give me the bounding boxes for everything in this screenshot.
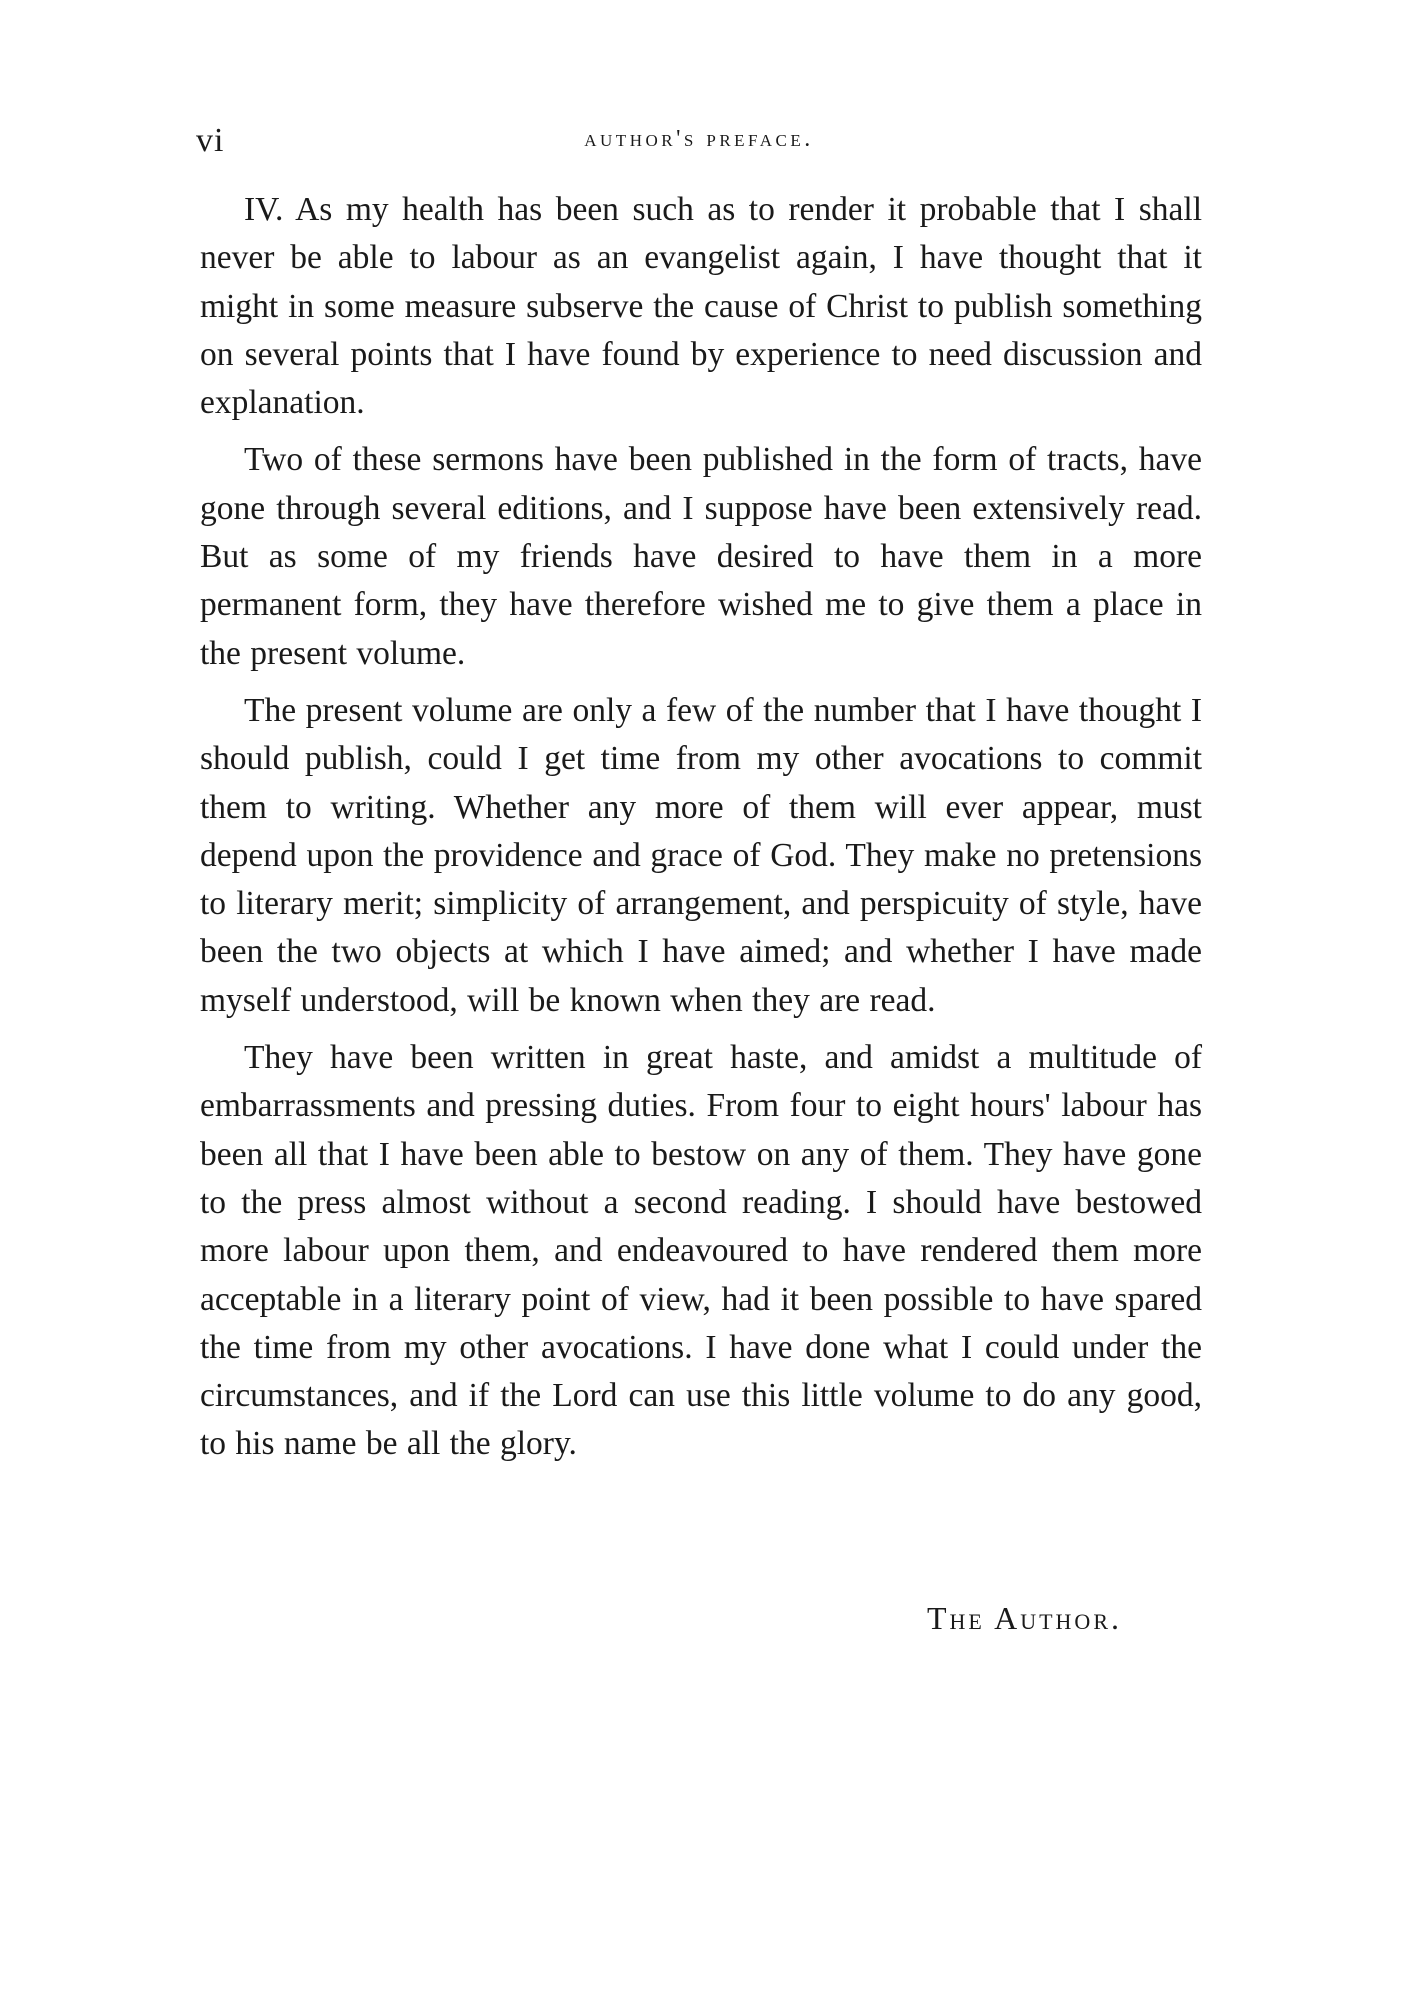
running-head — [196, 122, 1202, 162]
running-title: author's preface. — [584, 126, 814, 152]
paragraph-1: IV. As my health has been such as to render it probable that I shall never be able to labour as an evangelist again, I have thought that it might in some measure subserve the cause of Christ to publish something on several points that I have found by experience to need discussion and explanation. — [200, 191, 1202, 422]
page-number: vi — [196, 122, 225, 159]
paragraph-4: They have been written in great haste, and amidst a multitude of embarrassments and pressing duties. From four to eight hours' labour has been all that I have been able to bestow on any of them. They have gone to the press almost without a second reading. I should have bestowed more labour upon them, and endeavoured to have rendered them more acceptable in a literary point of view, had it been possible to have spared the time from my other avocations. I have done what I could under the circumstances, and if the Lord can use this little volume to do any good, to his name be all the glory. — [200, 1039, 1202, 1463]
paragraph-2: Two of these sermons have been published in the form of tracts, have gone through several editions, and I suppose have been extensively read. But as some of my friends have desired to have them in a more permanent form, they have therefore wished me to give them a place in the present volume. — [200, 441, 1202, 672]
preface-body — [200, 186, 1202, 1478]
author-signature: The Author. — [927, 1600, 1122, 1636]
paragraph-3: The present volume are only a few of the number that I have thought I should publish, could I get time from my other avocations to commit them to writing. Whether any more of them will ever appear, must depend upon the providence and grace of God. They make no pretensions to literary merit; simplicity of arrangement, and perspicuity of style, have been the two objects at which I have aimed; and whether I have made myself understood, will be known when they are read. — [200, 691, 1202, 1019]
